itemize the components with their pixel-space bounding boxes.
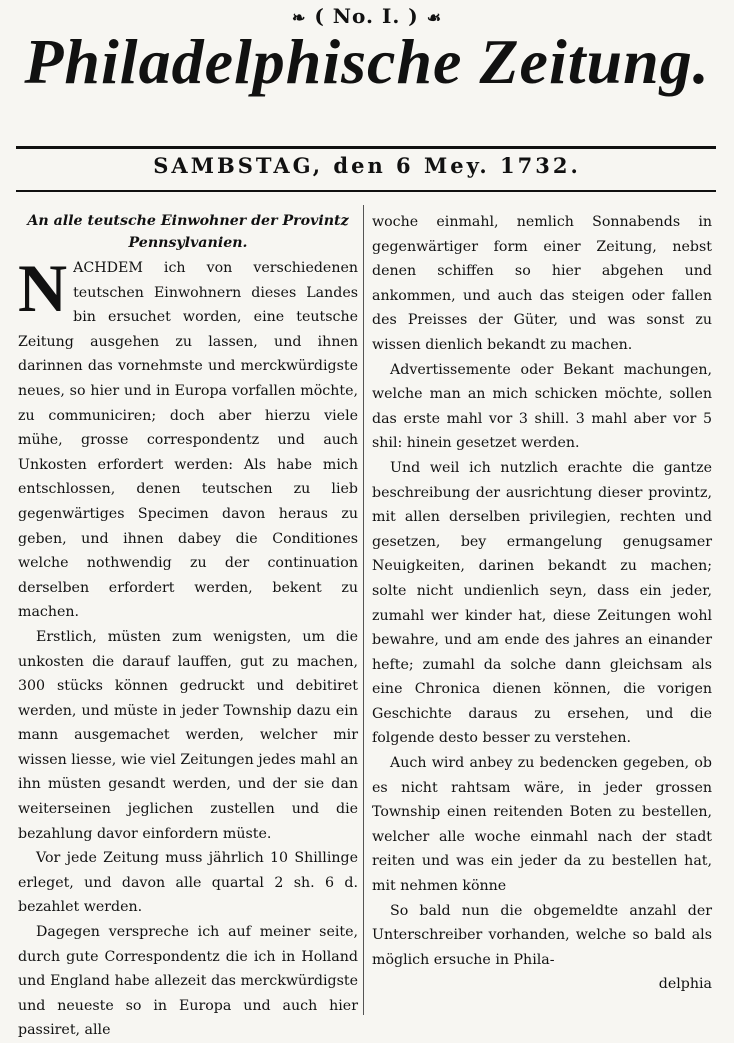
issue-number	[0, 4, 734, 28]
left-column	[18, 210, 358, 1043]
paragraph-advertisements: Advertissemente oder Bekant machungen, welche man an mich schicken möchte, sollen das erste mahl vor 3 shill. 3 mahl aber vor 5 shil: hinein gesetzet werden.	[372, 361, 712, 452]
dateline: SAMBSTAG, den 6 Mey. 1732.	[153, 153, 581, 178]
masthead-title: Philadelphische Zeitung.	[24, 26, 710, 97]
paragraph-subscribers: So bald nun die obgemeldte anzahl der Unterschreiber vorhanden, welche so bald als möglich ersuche in Phila-	[372, 902, 712, 968]
column-divider	[363, 205, 364, 1015]
paragraph-continued: woche einmahl, nemlich Sonnabends in gegenwärtiger form einer Zeitung, nebst denen schiffen so hier abgehen und ankommen, und auch das steigen oder fallen des Preisses der Güter, und was sonst zu wissen dienlich bekandt zu machen.	[372, 214, 712, 353]
bottom-rule	[16, 190, 716, 192]
paragraph-price: Vor jede Zeitung muss jährlich 10 Shillinge erleget, und davon alle quartal 2 sh. 6 d. bezahlet werden.	[18, 850, 358, 916]
ornament-right-icon: ☙	[426, 8, 443, 27]
article-heading: An alle teutsche Einwohner der Provintz Pennsylvanien.	[27, 213, 349, 251]
drop-cap: N	[18, 250, 68, 326]
paragraph-messenger: Auch wird anbey zu bedencken gegeben, ob es nicht rahtsam wäre, in jeder grossen Township einen reitenden Boten zu bestellen, welcher alle woche einmahl nach der stadt reiten und was ein jeder da zu bestellen hat, mit nehmen könne	[372, 755, 712, 895]
paragraph-intro	[18, 250, 358, 625]
paragraph-end: delphia	[658, 976, 712, 993]
top-rule	[16, 146, 716, 149]
paragraph-erstlich: Erstlich, müsten zum wenigsten, um die unkosten die darauf lauffen, gut zu machen, 300 stücks können gedruckt und debitiret werden, und müste in jeder Township dazu ein mann ausgemachet werden, welcher mir wissen liesse, wie viel Zeitungen jedes mahl an ihn müsten gesandt werden, und der sie dan weiterseinen jeglichen zustellen und die bezahlung davor einfordern müste.	[18, 628, 358, 842]
issue-label: ( No. I. )	[314, 4, 419, 28]
paragraph-intro-text: ACHDEM ich von verschiedenen teutschen Einwohnern dieses Landes bin ersuchet worden, eine teutsche Zeitung ausgehen zu lassen, und ihnen darinnen das vornehmste und merckwürdigste neues, so hier und in Europa vorfallen möchte, zu communiciren; doch aber hierzu viele mühe, grosse correspondentz und auch Unkosten erfordert werden: Als habe mich entschlossen, denen teutschen zu lieb gegenwärtiges Specimen davon heraus zu geben, und ihnen dabey die Conditiones welche nothwendig zu der continuation derselben erfordert werden, bekent zu machen.	[18, 260, 358, 621]
paragraph-dagegen: Dagegen verspreche ich auf meiner seite, durch gute Correspondentz die ich in Holland und England habe allezeit das merckwürdigste und neueste so in Europa und auch hier passiret, alle	[18, 924, 358, 1039]
right-column	[372, 210, 712, 997]
ornament-left-icon: ❧	[291, 8, 307, 27]
paragraph-description: Und weil ich nutzlich erachte die gantze beschreibung der ausrichtung dieser provintz, mit allen derselben privilegien, rechten und gesetzen, bey ermangelung genugsamer Neuigkeiten, darinen bekandt zu machen; solte nicht undienlich seyn, dass ein jeder, zumahl wer kinder hat, diese Zeitungen wohl bewahre, und am ende des jahres an einander hefte; zumahl da solche dann gleichsam als eine Chronica dienen können, die vorigen Geschichte daraus zu ersehen, und die folgende desto besser zu verstehen.	[372, 459, 712, 747]
